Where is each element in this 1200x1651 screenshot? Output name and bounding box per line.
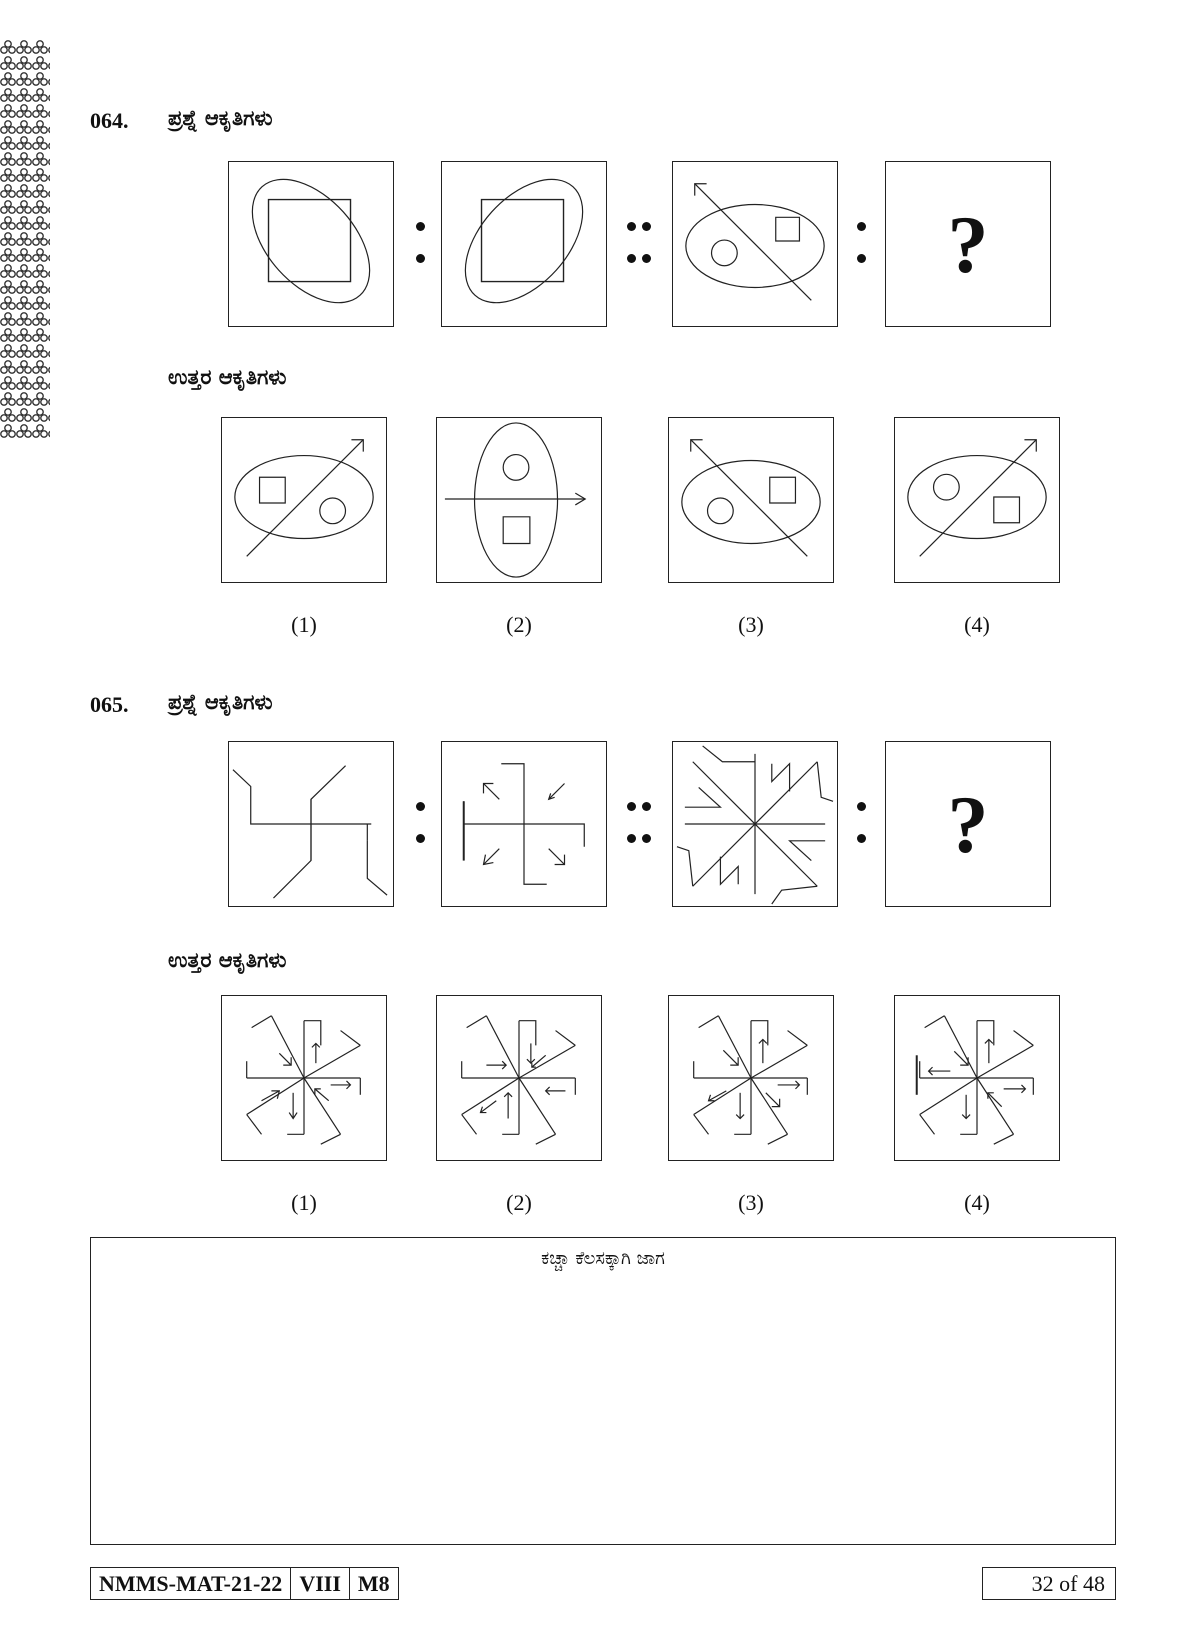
answer-figures-label: ಉತ್ತರ ಆಕೃತಿಗಳು: [168, 948, 287, 972]
question-number: 064.: [90, 108, 129, 133]
q65-question-figure-3: [672, 741, 838, 907]
option-label: (1): [291, 1190, 317, 1215]
rough-work-box: [90, 1237, 1116, 1545]
option-label: (3): [738, 1190, 764, 1215]
set-label: M8: [357, 1571, 390, 1596]
q64-answer-figure-2[interactable]: [436, 417, 602, 583]
q64-question-figure-2: [441, 161, 607, 327]
exam-code: NMMS-MAT-21-22: [91, 1568, 291, 1599]
q64-answer-figure-3[interactable]: [668, 417, 834, 583]
q65-answer-figure-3[interactable]: [668, 995, 834, 1161]
q65-question-figure-2: [441, 741, 607, 907]
question-number: 065.: [90, 692, 129, 717]
option-label: (1): [291, 612, 317, 637]
option-label: (4): [964, 1190, 990, 1215]
q64-answer-figure-1[interactable]: [221, 417, 387, 583]
q65-answer-figure-2[interactable]: [436, 995, 602, 1161]
q65-unknown-figure: ?: [885, 741, 1051, 907]
question-figures-label: ಪ್ರಶ್ನೆ ಆಕೃತಿಗಳು: [168, 106, 273, 130]
q64-question-figure-1: [228, 161, 394, 327]
q64-answer-figure-4[interactable]: [894, 417, 1060, 583]
side-ornament: [0, 40, 50, 440]
answer-figures-label: ಉತ್ತರ ಆಕೃತಿಗಳು: [168, 365, 287, 389]
q65-question-figure-1: [228, 741, 394, 907]
q65-answer-figure-4[interactable]: [894, 995, 1060, 1161]
footer-code-box: [90, 1567, 399, 1600]
option-label: (3): [738, 612, 764, 637]
q65-answer-figure-1[interactable]: [221, 995, 387, 1161]
rough-work-title: ಕಚ್ಚಾ ಕೆಲಸಕ್ಕಾಗಿ ಜಾಗ: [541, 1248, 665, 1269]
option-label: (2): [506, 612, 532, 637]
q64-unknown-figure: ?: [885, 161, 1051, 327]
q64-question-figure-3: [672, 161, 838, 327]
page-number: 32 of 48: [982, 1567, 1116, 1600]
option-label: (2): [506, 1190, 532, 1215]
question-figures-label: ಪ್ರಶ್ನೆ ಆಕೃತಿಗಳು: [168, 690, 273, 714]
class-label: VIII: [291, 1568, 350, 1599]
option-label: (4): [964, 612, 990, 637]
